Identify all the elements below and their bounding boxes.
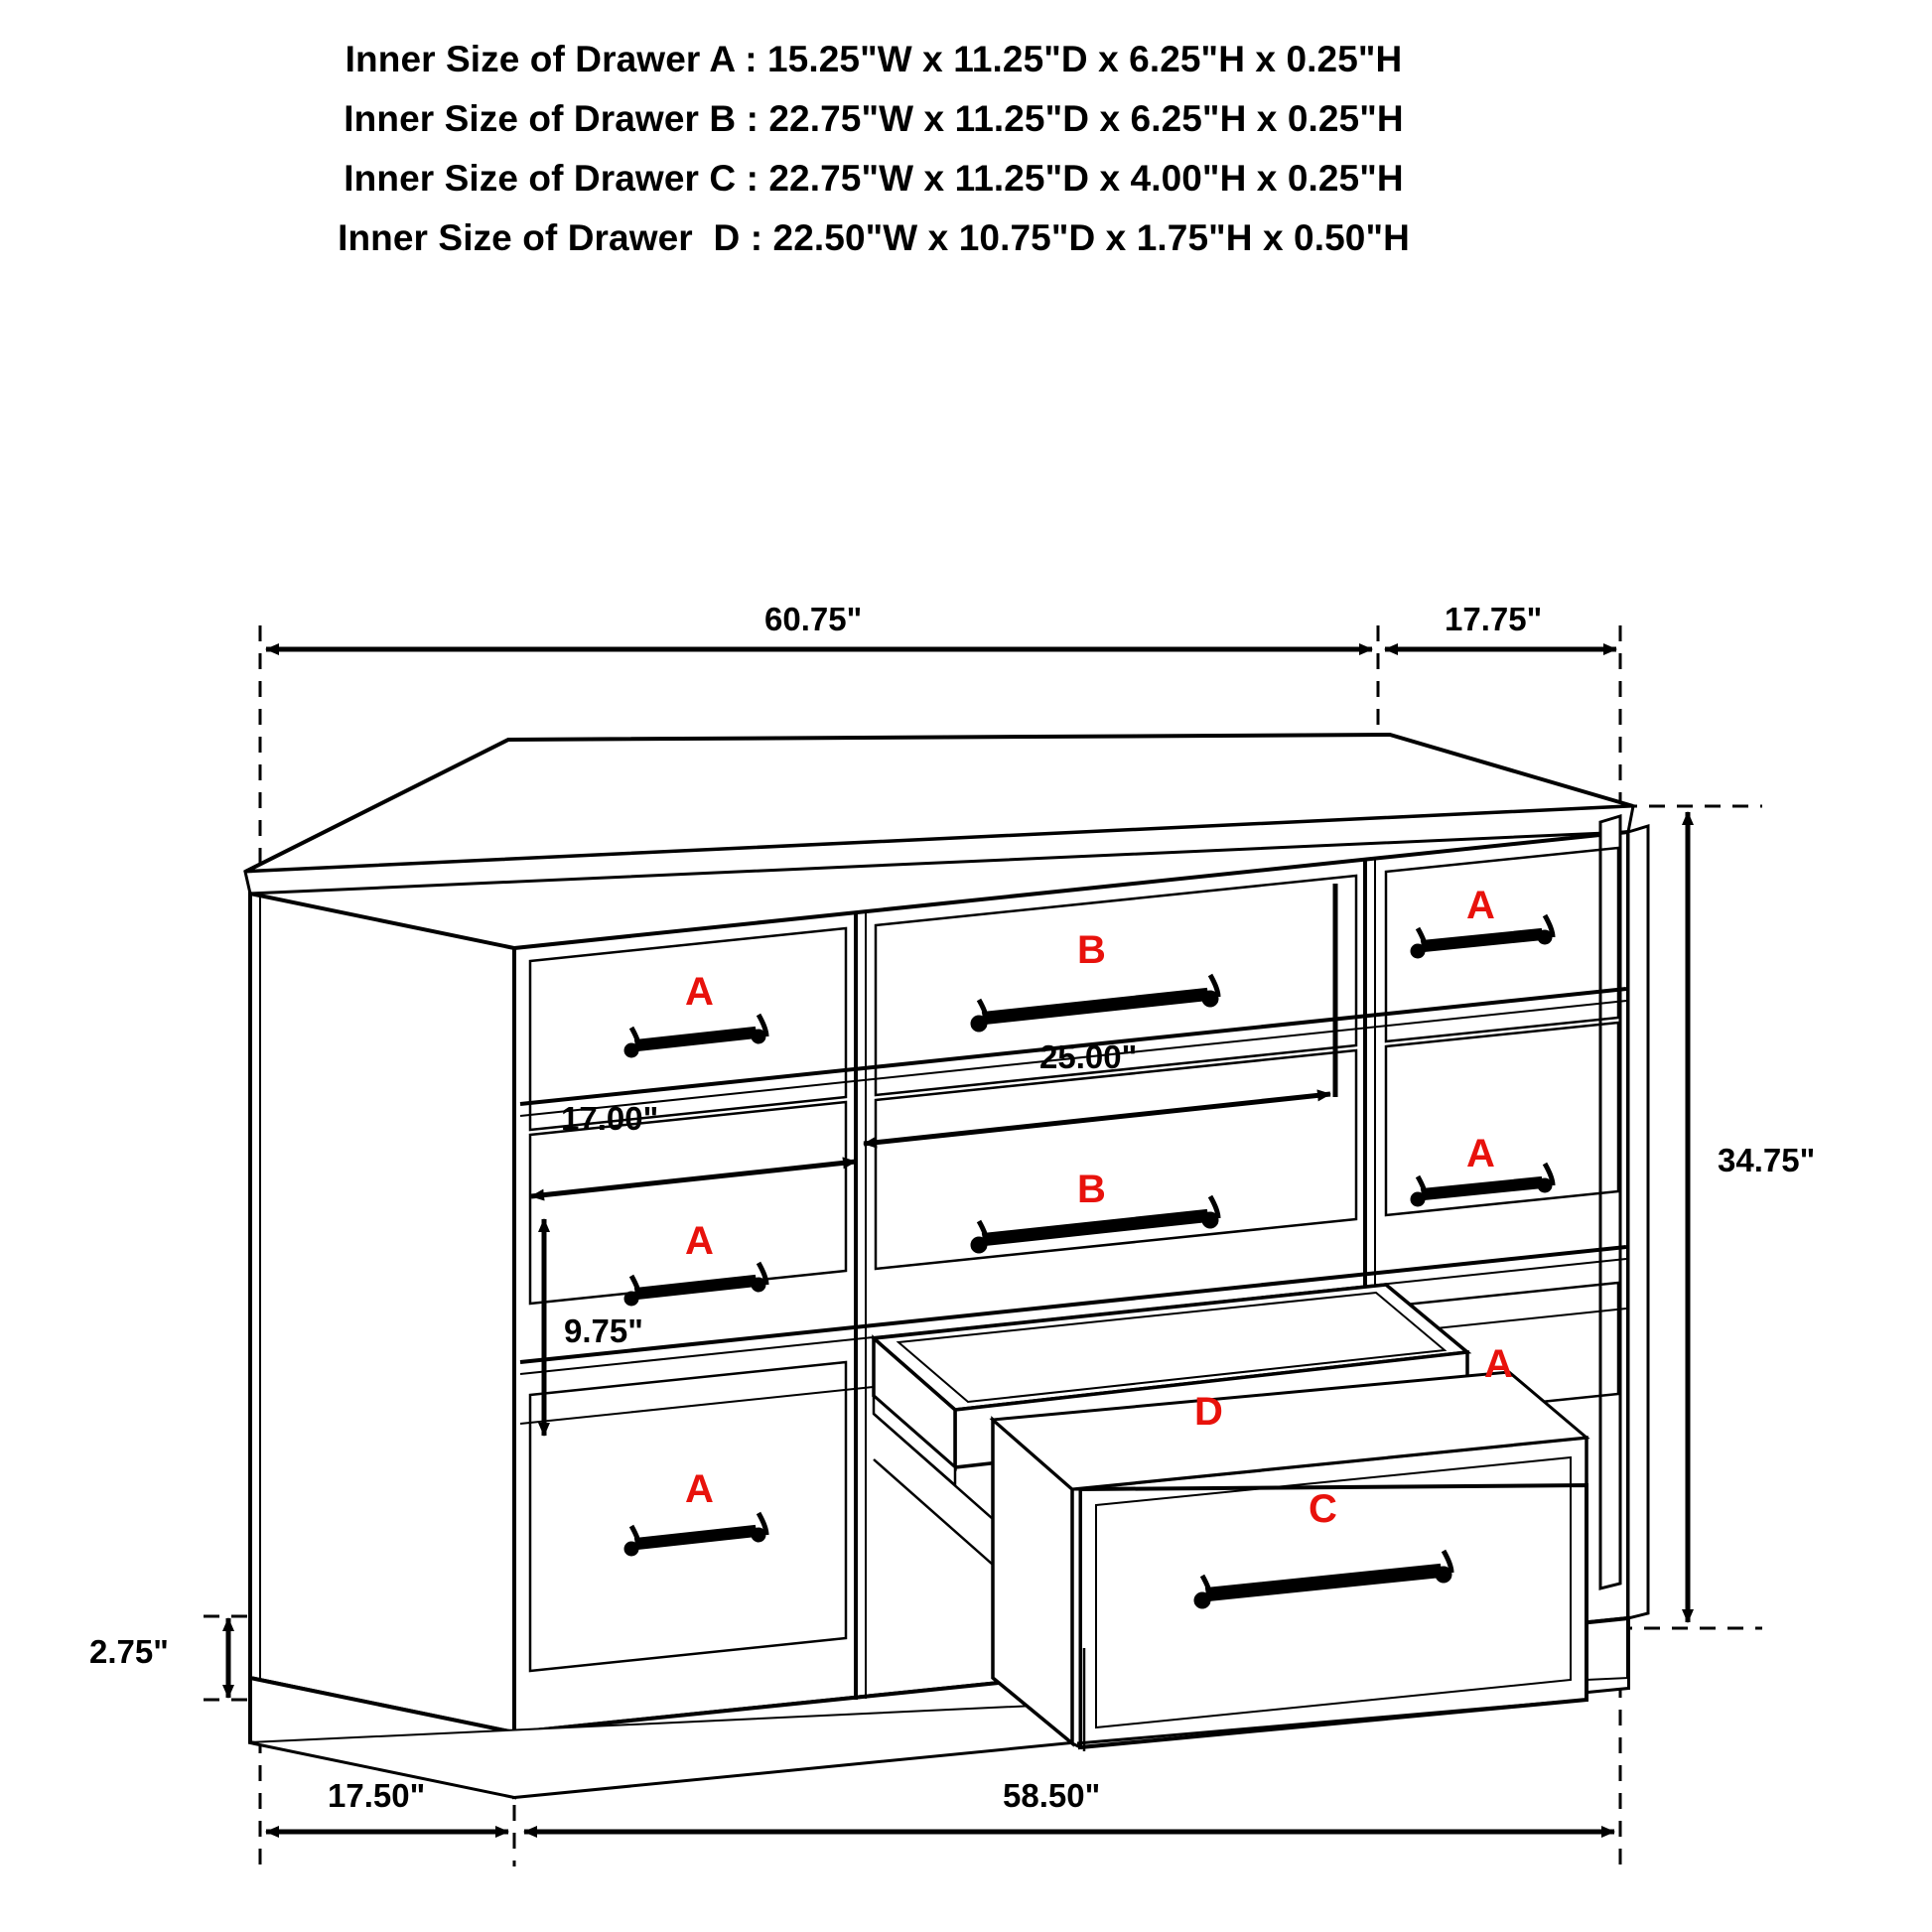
dimension-label-base-width: 58.50" <box>1003 1777 1101 1814</box>
dimension-label-drawer-b-width: 25.00" <box>1039 1038 1138 1075</box>
drawer-label-c: C <box>1309 1487 1337 1531</box>
drawer-label-d: D <box>1194 1390 1223 1434</box>
spec-line-drawer-c: Inner Size of Drawer C : 22.75"W x 11.25"D x 4.00"H x 0.25"H <box>344 157 1404 199</box>
dimension-label-top-width: 60.75" <box>764 601 863 637</box>
spec-line-drawer-a: Inner Size of Drawer A : 15.25"W x 11.25"D x 6.25"H x 0.25"H <box>345 39 1403 79</box>
dimension-label-drawer-a-width: 17.00" <box>561 1100 659 1137</box>
drawer-label-a-bottom-right: A <box>1484 1342 1513 1386</box>
drawer-label-a-mid-right: A <box>1466 1132 1495 1175</box>
spec-line-drawer-b: Inner Size of Drawer B : 22.75"W x 11.25"D x 6.25"H x 0.25"H <box>344 97 1404 139</box>
drawer-label-a-top-left: A <box>685 970 714 1014</box>
dimension-label-base-height: 2.75" <box>89 1633 169 1670</box>
dimension-label-drawer-a-height: 9.75" <box>564 1312 643 1349</box>
dimension-label-base-depth: 17.50" <box>328 1777 426 1814</box>
drawer-label-b-top-center: B <box>1077 928 1106 972</box>
drawer-label-a-bottom-left: A <box>685 1467 714 1511</box>
drawer-label-a-top-right: A <box>1466 884 1495 927</box>
drawer-label-b-mid-center: B <box>1077 1168 1106 1211</box>
dimension-label-overall-height: 34.75" <box>1718 1142 1816 1178</box>
drawer-label-a-mid-left: A <box>685 1219 714 1263</box>
dimension-label-top-depth: 17.75" <box>1445 601 1543 637</box>
spec-line-drawer-d: Inner Size of Drawer D : 22.50"W x 10.75"D x 1.75"H x 0.50"H <box>338 216 1410 258</box>
